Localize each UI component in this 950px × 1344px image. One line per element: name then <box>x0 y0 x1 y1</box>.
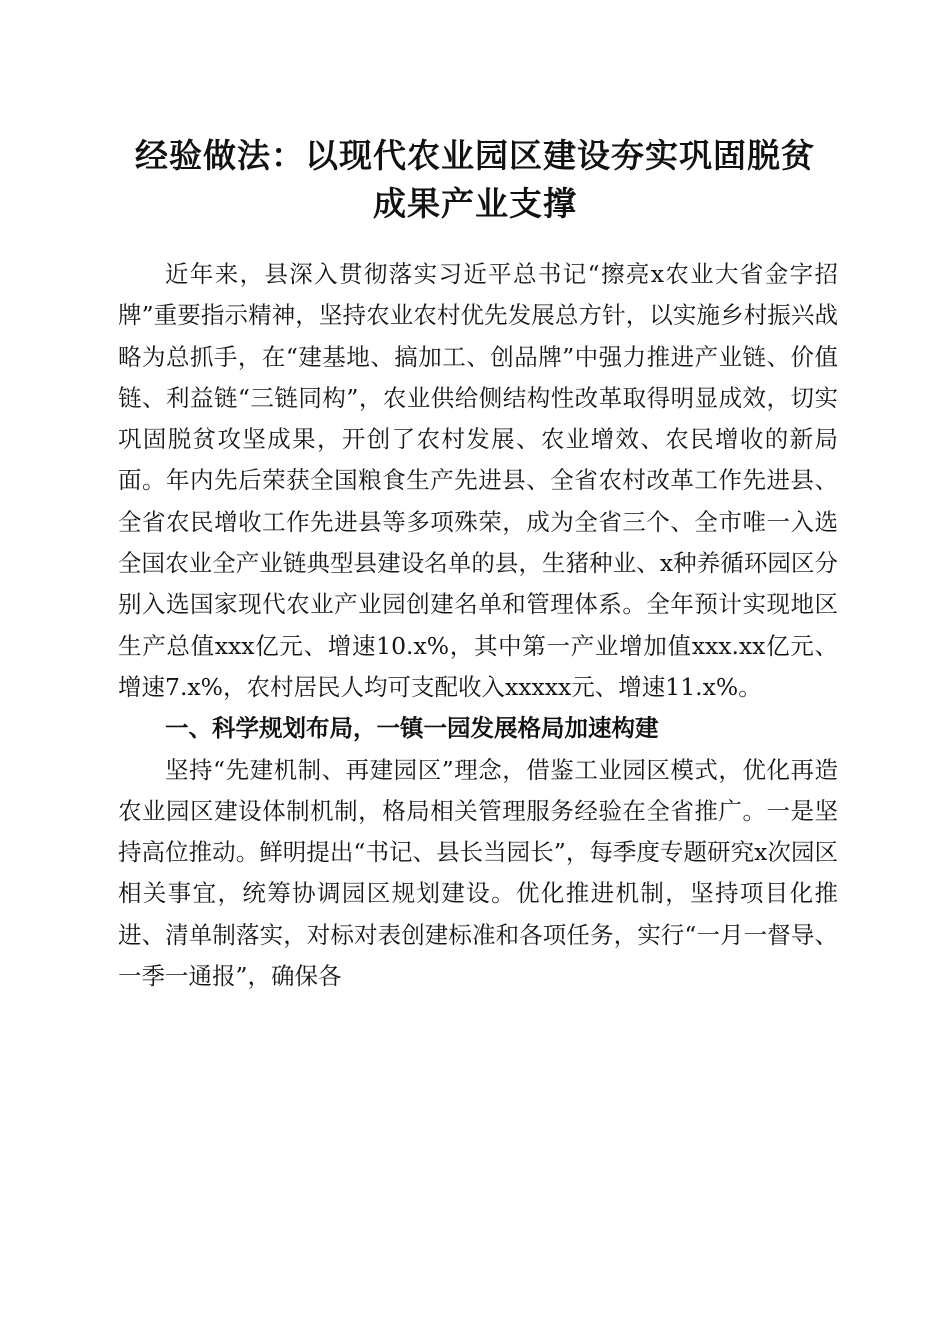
intro-paragraph: 近年来，县深入贯彻落实习近平总书记“擦亮x农业大省金字招牌”重要指示精神，坚持农业农村优先发展总方针，以实施乡村振兴战略为总抓手，在“建基地、搞加工、创品牌”中强力推进产业链、价值链、利益链“三链同构”，农业供给侧结构性改革取得明显成效，切实巩固脱贫攻坚成果，开创了农村发展、农业增效、农民增收的新局面。年内先后荣获全国粮食生产先进县、全省农村改革工作先进县、全省农民增收工作先进县等多项殊荣，成为全省三个、全市唯一入选全国农业全产业链典型县建设名单的县，生猪种业、x种养循环园区分别入选国家现代农业产业园创建名单和管理体系。全年预计实现地区生产总值xxx亿元、增速10.x%，其中第一产业增加值xxx.xx亿元、增速7.x%，农村居民人均可支配收入xxxxx元、增速11.x%。 <box>118 260 838 701</box>
document-title <box>100 132 850 228</box>
document-body <box>118 254 838 997</box>
title-line-1: 经验做法：以现代农业园区建设夯实巩固脱贫 <box>135 136 815 175</box>
title-line-2: 成果产业支撑 <box>373 184 577 223</box>
section-heading: 一、科学规划布局，一镇一园发展格局加速构建 <box>165 714 659 743</box>
section-paragraph: 坚持“先建机制、再建园区”理念，借鉴工业园区模式，优化再造农业园区建设体制机制，格局相关管理服务经验在全省推广。一是坚持高位推动。鲜明提出“书记、县长当园长”，每季度专题研究x次园区相关事宜，统筹协调园区规划建设。优化推进机制，坚持项目化推进、清单制落实，对标对表创建标准和各项任务，实行“一月一督导、一季一通报”，确保各 <box>118 755 838 991</box>
